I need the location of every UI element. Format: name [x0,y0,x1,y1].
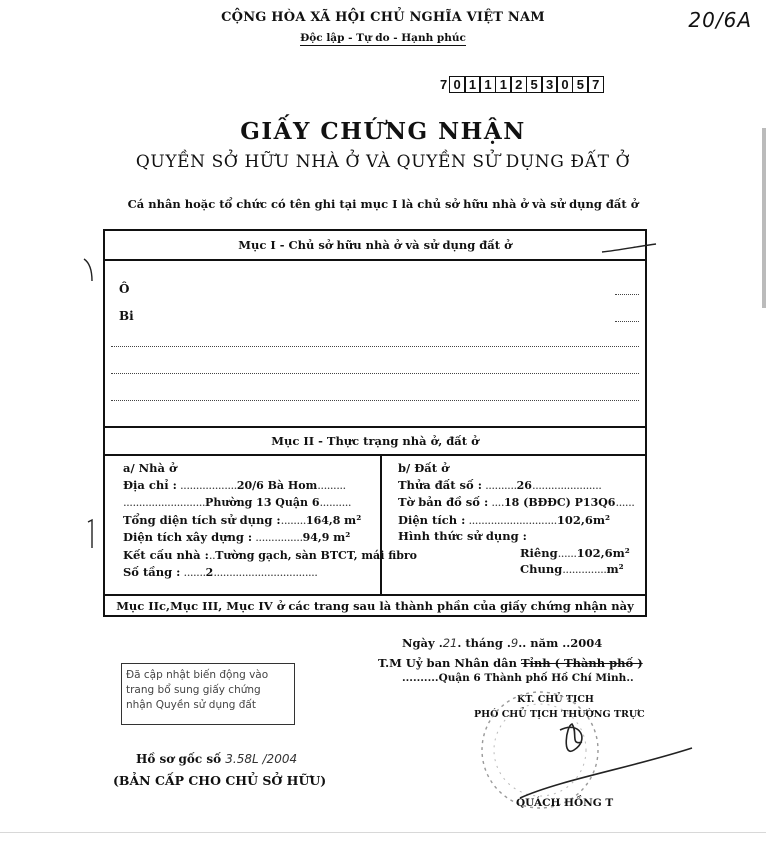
serial-number [440,76,604,93]
serial-lead: 7 [440,77,448,92]
month-label: tháng [465,636,503,650]
land-info: b/ Đất ở Thửa đất số : ..........26...................... Tờ bản đồ số : ....18 (BĐĐC) P13Q6...... Diện tích : ............................102,6m² Hình thức sử dụng : Riêng......102,6m² Chung..............m² [398,460,638,578]
house-label: a/ Nhà ở [123,461,177,475]
footer-divider [105,594,645,596]
owner-line-1: Ô [119,282,130,296]
build-area-value: 94,9 [302,531,330,544]
owner-line-2: Bi [119,309,134,323]
handwritten-reference: 20/6A [688,8,752,32]
document-subtitle: QUYỀN SỞ HỮU NHÀ Ở VÀ QUYỀN SỬ DỤNG ĐẤT Ở [135,152,631,172]
update-stamp: Đã cập nhật biến động vào trang bổ sung giấy chứng nhận Quyền sử dụng đất [121,663,295,725]
serial-digit: 0 [449,76,466,93]
area-label: Diện tích : [398,512,466,527]
file-label: Hồ sơ gốc số [136,752,222,766]
section2-title: Mục II - Thực trạng nhà ở, đất ở [271,434,479,448]
motto-text: Độc lập - Tự do - Hạnh phúc [300,32,466,44]
total-area-label: Tổng diện tích sử dụng : [123,512,281,527]
scan-edge-mark [762,128,766,308]
floors-label: Số tầng : [123,565,181,579]
date-year: 2004 [570,636,603,650]
serial-digit: 3 [541,76,558,93]
date-prefix: Ngày [402,636,435,650]
serial-digit: 0 [556,76,573,93]
dotted-line [111,400,639,401]
date-day: 21 [442,636,458,650]
district-line: ..........Quận 6 Thành phố Hồ Chí Minh.. [402,672,634,684]
document-note: Cá nhân hoặc tổ chức có tên ghi tại mục I là chủ sở hữu nhà ở và sử dụng đất ở [127,197,639,211]
address-label: Địa chỉ : [123,477,177,492]
serial-digit: 5 [572,76,589,93]
build-area-unit: m² [333,530,351,544]
house-info: a/ Nhà ở Địa chỉ : ..................20/6 Bà Hom......... ..........................Phường 13 Quận 6.......... Tổng diện tích sử dụng :........164,8 m² Diện tích xây dựng : ...............94,9 m² Kết cấu nhà :..Tường gạch, sàn BTCT, mái fibro Số tầng : .......2................................. [123,461,418,579]
ward-value: Phường 13 Quận 6 [205,496,320,509]
scan-bottom-edge [0,832,766,833]
section2-top-divider [105,426,645,428]
motto [0,32,766,44]
year-label: năm [530,636,559,650]
serial-digit: 2 [510,76,527,93]
land-label: b/ Đất ở [398,461,449,475]
area-value: 102,6m² [556,512,611,527]
section-footer-note: Mục IIc,Mục III, Mục IV ở các trang sau là thành phần của giấy chứng nhận này [116,599,634,613]
plot-label: Thửa đất số : [398,477,482,492]
structure-label: Kết cấu nhà : [123,547,209,562]
copy-note: (BẢN CẤP CHO CHỦ SỞ HỮU) [113,773,327,788]
common-value: m² [606,562,624,576]
date-month: 9 [510,636,519,650]
district-name: Quận 6 Thành phố Hồ Chí Minh [438,672,627,684]
pen-stroke [80,255,100,285]
total-area-value: 164,8 [305,513,341,527]
serial-digit: 1 [495,76,512,93]
serial-digit: 1 [479,76,496,93]
plot-value: 26 [516,478,532,492]
section2-divider [105,454,645,456]
dotted-line [111,373,639,374]
file-value: 3.58L /2004 [225,752,298,766]
serial-digit: 1 [464,76,481,93]
map-label: Tờ bản đồ số : [398,495,489,509]
private-label: Riêng [520,545,558,560]
committee-struck: Tỉnh ( Thành phố ) [520,656,643,670]
floors-value: 2 [205,566,214,579]
committee-label: T.M Uỷ ban Nhân dân [378,656,517,670]
usage-label: Hình thức sử dụng : [398,529,527,543]
document-title: GIẤY CHỨNG NHẬN [240,118,526,145]
dotted-line [615,294,639,295]
committee-line [378,656,643,670]
build-area-label: Diện tích xây dựng : [123,530,253,544]
issue-date: Ngày .21. tháng .9.. năm ..2004 [402,636,603,650]
serial-digit: 7 [587,76,604,93]
certificate-frame [103,229,647,617]
total-area-unit: m² [344,512,362,527]
serial-digit: 5 [526,76,543,93]
pen-stroke [84,518,98,550]
map-value: 18 (BĐĐC) P13Q6 [503,496,616,509]
nation-heading: CỘNG HÒA XÃ HỘI CHỦ NGHĨA VIỆT NAM [221,10,545,25]
structure-value: Tường gạch, sàn BTCT, mái fibro [215,548,418,562]
column-divider [380,456,382,594]
address-value: 20/6 Bà Hom [236,478,318,492]
kt-chairman: KT. CHỦ TỊCH [517,694,594,705]
pen-stroke [600,238,660,258]
common-label: Chung [520,562,563,576]
dotted-line [111,346,639,347]
section1-divider [105,259,645,261]
dotted-line [615,321,639,322]
original-file-number [136,752,297,766]
deputy-chairman: PHÓ CHỦ TỊCH THƯỜNG TRỰC [474,709,645,720]
section1-title: Mục I - Chủ sở hữu nhà ở và sử dụng đất ở [238,238,512,252]
signer-name: QUÁCH HỒNG T [516,797,614,809]
private-value: 102,6m² [576,545,630,560]
